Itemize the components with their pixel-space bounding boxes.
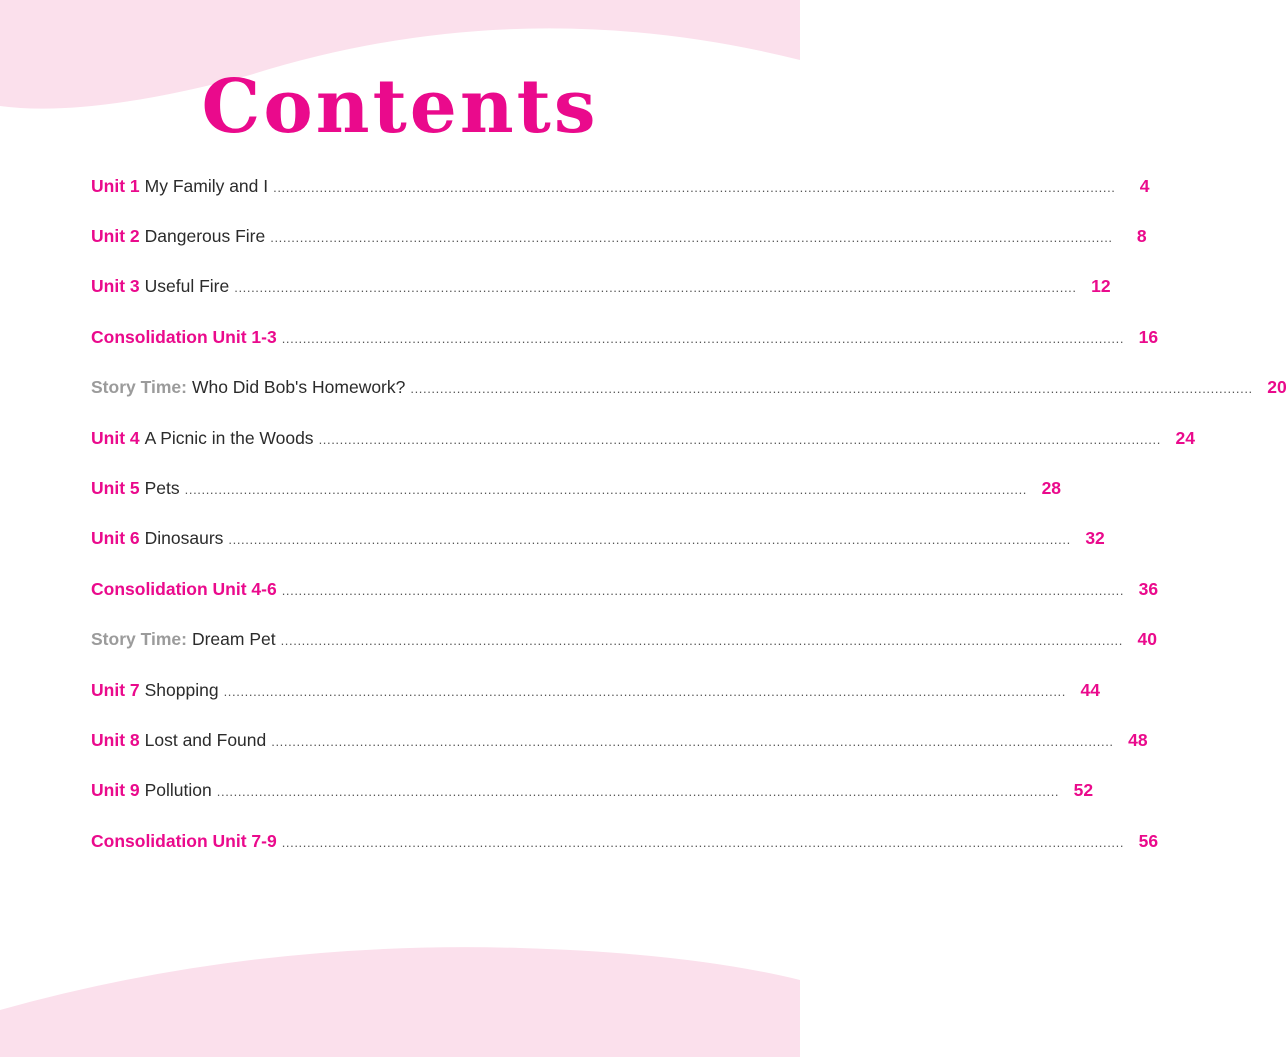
toc-entry-label [91,478,180,499]
toc-entry-title: Dangerous Fire [144,226,266,247]
toc-entry-prefix: Unit 4 [91,427,140,448]
dot-leader: ........................................................................................................................................................................................................ [271,733,1114,749]
dot-leader: ........................................................................................................................................................................................................ [410,381,1253,397]
dot-leader: ........................................................................................................................................................................................................ [280,633,1123,649]
toc-entry[interactable] [91,363,1287,413]
dot-leader: ........................................................................................................................................................................................................ [216,784,1060,800]
toc-entry-label [91,528,223,549]
dot-leader: ........................................................................................................................................................................................................ [318,431,1161,447]
toc-entry[interactable] [91,211,1147,261]
toc-entry-title: Lost and Found [144,729,267,750]
toc-entry-title: A Picnic in the Woods [144,427,314,448]
toc-entry-label [91,377,405,398]
toc-entry-page-number: 28 [1041,478,1062,499]
toc-entry-page-number: 12 [1091,276,1111,297]
toc-entry[interactable] [91,413,1195,463]
toc-entry[interactable] [91,715,1148,765]
toc-entry-label [91,176,268,197]
toc-entry-title: Pollution [144,780,212,801]
toc-entry-title: Useful Fire [144,276,230,297]
toc-entry-page-number: 52 [1073,780,1094,801]
toc-entry-prefix: Unit 8 [91,729,140,750]
toc-entry-page-number: 40 [1137,629,1157,650]
toc-entry-prefix: Unit 5 [91,478,140,499]
toc-entry-label [91,780,212,801]
dot-leader: ........................................................................................................................................................................................................ [234,280,1077,296]
toc-entry-prefix: Story Time: [91,629,187,650]
toc-entry-prefix: Unit 3 [91,276,140,297]
toc-entry-label [91,226,265,247]
toc-entry-page-number: 32 [1085,528,1105,549]
toc-entry-title: Dinosaurs [144,528,224,549]
table-of-contents [91,161,1287,866]
bottom-pink-wave [0,947,800,1057]
toc-entry-title: Dream Pet [191,629,276,650]
toc-entry-prefix: Consolidation Unit 7-9 [91,830,277,851]
toc-entry-title: My Family and I [144,175,269,196]
dot-leader: ........................................................................................................................................................................................................ [273,179,1116,195]
toc-entry-prefix: Consolidation Unit 4-6 [91,578,277,599]
toc-entry-prefix: Unit 2 [91,226,140,247]
toc-entry-prefix: Story Time: [91,377,187,398]
toc-entry-page-number: 48 [1128,729,1148,750]
toc-entry-page-number: 16 [1138,326,1159,347]
dot-leader: ........................................................................................................................................................................................................ [223,683,1066,699]
toc-entry[interactable] [91,161,1150,211]
toc-entry[interactable] [91,665,1100,715]
toc-entry-page-number: 20 [1267,377,1287,398]
toc-entry-prefix: Unit 6 [91,528,140,549]
toc-entry[interactable] [91,514,1105,564]
toc-entry-label [91,730,266,751]
toc-entry-label [91,327,277,348]
toc-entry[interactable] [91,463,1062,513]
toc-entry-prefix: Unit 1 [91,175,140,196]
toc-entry-prefix: Consolidation Unit 1-3 [91,326,277,347]
toc-entry[interactable] [91,312,1159,362]
toc-entry[interactable] [91,262,1111,312]
toc-entry-label [91,276,229,297]
toc-entry[interactable] [91,564,1159,614]
toc-entry-page-number: 24 [1175,427,1195,448]
toc-entry-title: Shopping [144,679,219,700]
toc-entry-label [91,680,219,701]
toc-entry[interactable] [91,615,1157,665]
dot-leader: ........................................................................................................................................................................................................ [270,230,1113,246]
dot-leader: ........................................................................................................................................................................................................ [228,532,1071,548]
toc-entry-label [91,629,276,650]
toc-entry-title: Pets [144,478,180,499]
toc-entry-prefix: Unit 9 [91,780,140,801]
toc-entry-page-number: 44 [1080,679,1100,700]
dot-leader: ........................................................................................................................................................................................................ [281,834,1125,850]
toc-entry[interactable] [91,766,1094,816]
page-title: Contents [201,64,599,150]
toc-entry-page-number: 4 [1139,175,1150,196]
toc-entry-title: Who Did Bob's Homework? [191,377,406,398]
toc-entry-page-number: 8 [1136,226,1147,247]
dot-leader: ........................................................................................................................................................................................................ [281,330,1125,346]
toc-entry[interactable] [91,816,1159,866]
toc-entry-label [91,428,314,449]
toc-entry-page-number: 36 [1138,578,1159,599]
toc-entry-label [91,579,277,600]
toc-entry-page-number: 56 [1138,830,1159,851]
dot-leader: ........................................................................................................................................................................................................ [184,482,1028,498]
toc-entry-prefix: Unit 7 [91,679,140,700]
dot-leader: ........................................................................................................................................................................................................ [281,582,1125,598]
toc-entry-label [91,831,277,852]
